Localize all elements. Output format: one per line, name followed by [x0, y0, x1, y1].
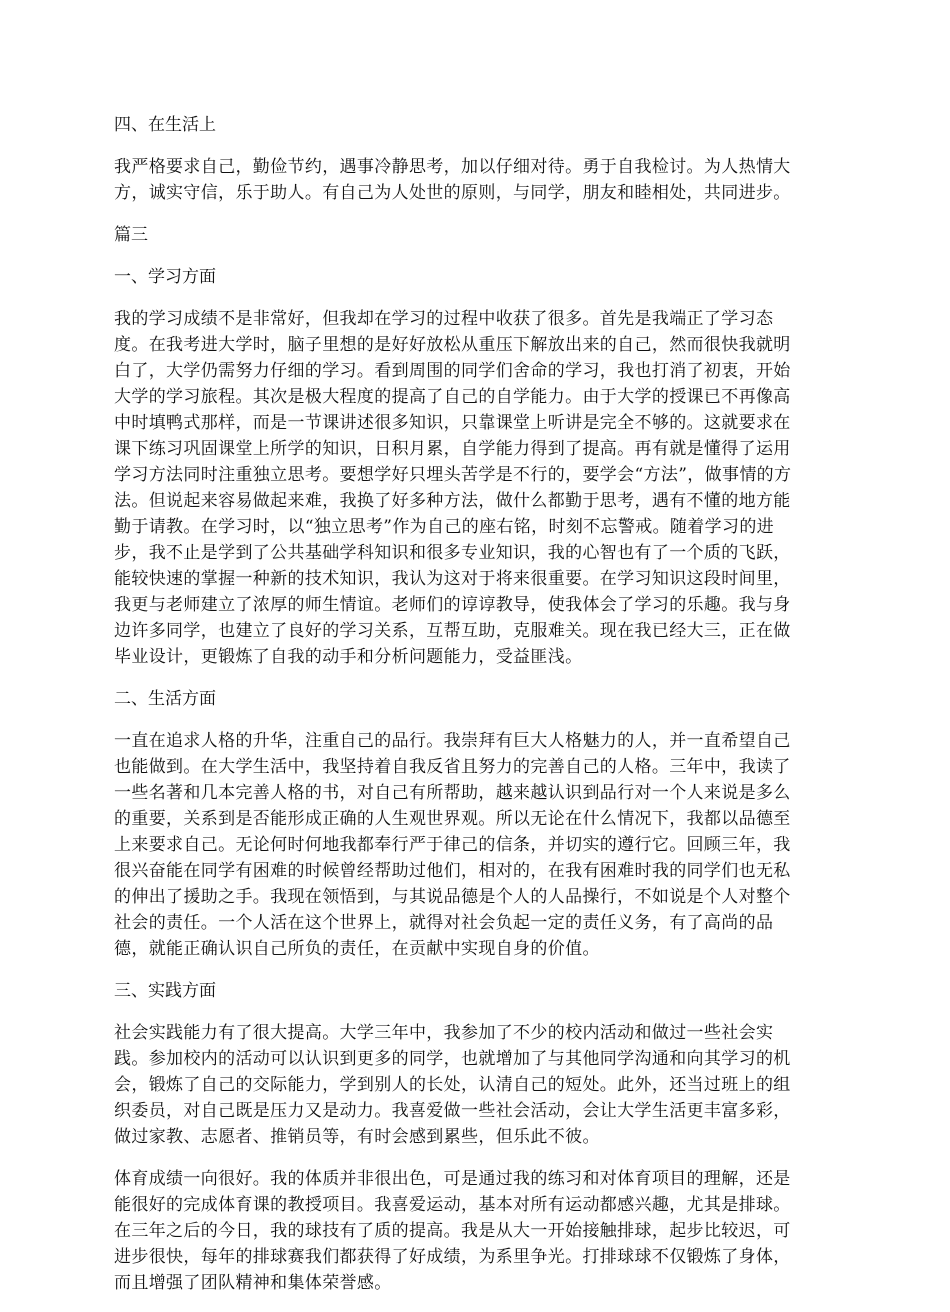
text-line: 做过家教、志愿者、推销员等，有时会感到累些，但乐此不彼。	[114, 1127, 600, 1147]
para-living	[114, 728, 844, 962]
text-line: 学习方法同时注重独立思考。要想学好只埋头苦学是不行的，要学会“方法”，做事情的方	[114, 465, 792, 485]
text-line: 社会的责任。一个人活在这个世界上，就得对社会负起一定的责任义务，有了高尚的品	[114, 913, 774, 933]
text-line: 中时填鸭式那样，而是一节课讲述很多知识，只靠课堂上听讲是完全不够的。这就要求在	[114, 413, 791, 433]
para-sports	[114, 1166, 844, 1296]
text-line: 度。在我考进大学时，脑子里想的是好好放松从重压下解放出来的自己，然而很快我就明	[114, 335, 791, 355]
text-line: 法。但说起来容易做起来难，我换了好多种方法，做什么都勤于思考，遇有不懂的地方能	[114, 491, 791, 511]
text-line: 一些名著和几本完善人格的书，对自己有所帮助，越来越认识到品行对一个人来说是多么	[114, 783, 791, 803]
heading-practice	[114, 978, 844, 1004]
text-line: 体育成绩一向很好。我的体质并非很出色，可是通过我的练习和对体育项目的理解，还是	[114, 1169, 791, 1189]
section-heading: 一、学习方面	[114, 267, 216, 287]
text-line: 课下练习巩固课堂上所学的知识，日积月累，自学能力得到了提高。再有就是懂得了运用	[114, 439, 791, 459]
text-line: 我严格要求自己，勤俭节约，遇事冷静思考，加以仔细对待。勇于自我检讨。为人热情大	[114, 157, 791, 177]
section-heading: 篇三	[114, 225, 148, 245]
text-line: 很兴奋能在同学有困难的时候曾经帮助过他们，相对的，在我有困难时我的同学们也无私	[114, 861, 791, 881]
text-line: 白了，大学仍需努力仔细的学习。看到周围的同学们舍命的学习，我也打消了初衷，开始	[114, 361, 791, 381]
text-line: 步，我不止是学到了公共基础学科知识和很多专业知识，我的心智也有了一个质的飞跃，	[114, 543, 791, 563]
text-line: 践。参加校内的活动可以认识到更多的同学，也就增加了与其他同学沟通和向其学习的机	[114, 1049, 791, 1069]
para-practice	[114, 1020, 844, 1150]
text-line: 的伸出了援助之手。我现在领悟到，与其说品德是个人的人品操行，不如说是个人对整个	[114, 887, 791, 907]
heading-living	[114, 686, 844, 712]
text-line: 边许多同学，也建立了良好的学习关系，互帮互助，克服难关。现在我已经大三，正在做	[114, 621, 791, 641]
text-line: 德，就能正确认识自己所负的责任，在贡献中实现自身的价值。	[114, 939, 600, 959]
text-line: 我更与老师建立了浓厚的师生情谊。老师们的谆谆教导，使我体会了学习的乐趣。我与身	[114, 595, 791, 615]
text-line: 也能做到。在大学生活中，我坚持着自我反省且努力的完善自己的人格。三年中，我读了	[114, 757, 791, 777]
text-line: 我的学习成绩不是非常好，但我却在学习的过程中收获了很多。首先是我端正了学习态	[114, 309, 774, 329]
text-line: 社会实践能力有了很大提高。大学三年中，我参加了不少的校内活动和做过一些社会实	[114, 1023, 774, 1043]
text-line: 一直在追求人格的升华，注重自己的品行。我崇拜有巨大人格魅力的人，并一直希望自己	[114, 731, 791, 751]
text-line: 而且增强了团队精神和集体荣誉感。	[114, 1273, 392, 1293]
text-line: 能很好的完成体育课的教授项目。我喜爱运动，基本对所有运动都感兴趣，尤其是排球。	[114, 1195, 791, 1215]
heading-study	[114, 264, 844, 290]
text-line: 大学的学习旅程。其次是极大程度的提高了自己的自学能力。由于大学的授课已不再像高	[114, 387, 791, 407]
text-line: 方，诚实守信，乐于助人。有自己为人处世的原则，与同学，朋友和睦相处，共同进步。	[114, 183, 791, 203]
text-line: 能较快速的掌握一种新的技术知识，我认为这对于将来很重要。在学习知识这段时间里，	[114, 569, 791, 589]
text-line: 会，锻炼了自己的交际能力，学到别人的长处，认清自己的短处。此外，还当过班上的组	[114, 1075, 791, 1095]
text-line: 进步很快，每年的排球赛我们都获得了好成绩，为系里争光。打排球球不仅锻炼了身体，	[114, 1247, 791, 1267]
text-line: 毕业设计，更锻炼了自我的动手和分析问题能力，受益匪浅。	[114, 647, 583, 667]
text-line: 在三年之后的今日，我的球技有了质的提高。我是从大一开始接触排球，起步比较迟，可	[114, 1221, 791, 1241]
section-heading: 四、在生活上	[114, 115, 216, 135]
text-line: 织委员，对自己既是压力又是动力。我喜爱做一些社会活动，会让大学生活更丰富多彩，	[114, 1101, 791, 1121]
heading-life	[114, 112, 844, 138]
text-line: 勤于请教。在学习时，以“独立思考”作为自己的座右铭，时刻不忘警戒。随着学习的进	[114, 517, 775, 537]
heading-part-three	[114, 222, 844, 248]
section-heading: 二、生活方面	[114, 689, 216, 709]
para-life	[114, 154, 844, 206]
document-page	[114, 112, 844, 1312]
text-line: 上来要求自己。无论何时何地我都奉行严于律己的信条，并切实的遵行它。回顾三年，我	[114, 835, 791, 855]
text-line: 的重要，关系到是否能形成正确的人生观世界观。所以无论在什么情况下，我都以品德至	[114, 809, 791, 829]
para-study	[114, 306, 844, 670]
section-heading: 三、实践方面	[114, 981, 216, 1001]
